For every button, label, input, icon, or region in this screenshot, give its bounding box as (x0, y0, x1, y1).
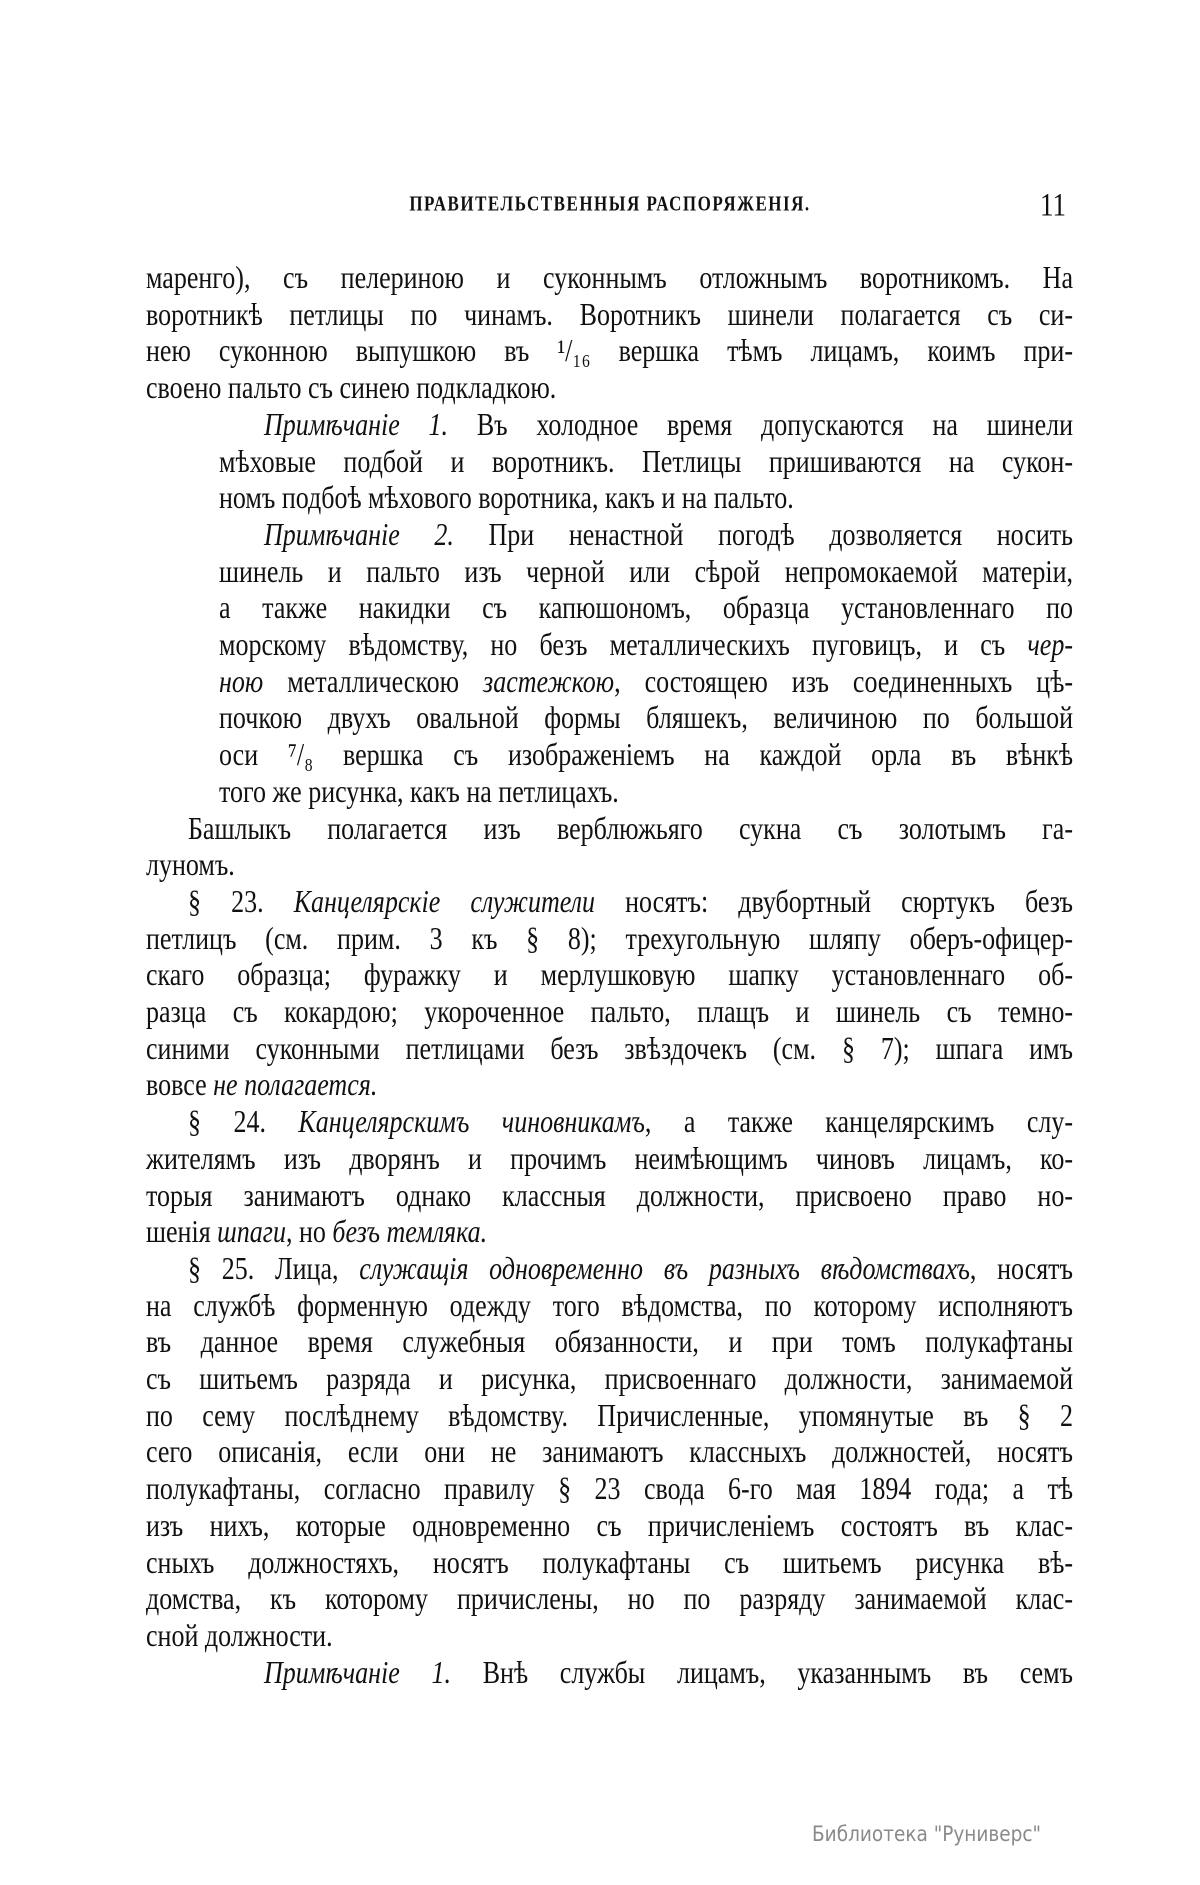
text-segment: мѣховые подбой и воротникъ. Петлицы пришиваются на сукон- (219, 443, 1073, 479)
italic-text: Примѣчаніе 1. (264, 1654, 451, 1690)
italic-text: Канцелярскимъ чиновникамъ (298, 1103, 645, 1140)
italic-text: Канцелярскіе служители (293, 883, 595, 919)
italic-text: ною (219, 663, 264, 699)
italic-text: чер- (1027, 626, 1073, 663)
text-segment: нею суконною выпушкою въ ¹/₁₆ вершка тѣмъ лицамъ, коимъ при- (146, 333, 1073, 369)
italic-text: безъ темляка. (332, 1213, 488, 1250)
italic-text: не полагается. (213, 1067, 378, 1103)
text-segment: шинель и пальто изъ черной или сѣрой непромокаемой матеріи, (219, 553, 1073, 589)
text-segment: Въ холодное время допускаются на шинели (448, 406, 1073, 442)
text-segment: носятъ: двубортный сюртукъ безъ (595, 883, 1074, 919)
text-segment: § 23. (188, 883, 294, 919)
text-segment: , а также канцелярскимъ слу- (644, 1103, 1074, 1140)
text-segment: оси ⁷/₈ вершка съ изображеніемъ на каждой орла въ вѣнкѣ (219, 736, 1073, 773)
text-segment: луномъ. (146, 846, 235, 883)
text-segment: Башлыкъ полагается изъ верблюжьяго сукна съ золотымъ га- (188, 810, 1073, 846)
note-line (264, 1651, 1073, 1695)
text-segment: , но (285, 1213, 333, 1250)
text-segment: того же рисунка, какъ на петлицахъ. (219, 773, 619, 809)
text-segment: разца съ кокардою; укороченное пальто, плащъ и шинель съ темно- (146, 993, 1073, 1030)
text-segment: металлическою (263, 663, 484, 699)
text-segment: сего описанія, если они не занимаютъ классныхъ должностей, носятъ (146, 1434, 1073, 1470)
text-segment: вовсе (146, 1067, 214, 1103)
text-segment: скаго образца; фуражку и мерлушковую шапку установленнаго об- (146, 956, 1073, 993)
text-segment: воротникѣ петлицы по чинамъ. Воротникъ шинели полагается съ си- (146, 296, 1073, 332)
text-segment: , состоящею изъ соединенныхъ цѣ- (614, 663, 1073, 699)
italic-text: Примѣчаніе 1. (264, 406, 449, 442)
text-segment: съ шитьемъ разряда и рисунка, присвоеннаго должности, занимаемой (146, 1360, 1073, 1397)
text-segment: , носятъ (969, 1250, 1073, 1286)
text-segment: изъ нихъ, которые одновременно съ причисленіемъ состоятъ въ клас- (146, 1507, 1073, 1543)
text-segment: по сему послѣднему вѣдомству. Причисленные, упомянутые въ § 2 (146, 1397, 1073, 1433)
text-segment: При ненастной погодѣ дозволяется носить (453, 516, 1074, 552)
text-segment: полукафтаны, согласно правилу § 23 свода 6-го мая 1894 года; а тѣ (146, 1470, 1073, 1507)
text-segment: шенія (146, 1213, 218, 1250)
italic-text: застежкою (483, 663, 615, 699)
text-segment: сной должности. (146, 1617, 333, 1653)
library-watermark: Библиотека "Руниверс" (812, 1822, 1042, 1846)
text-segment: почкою двухъ овальной формы бляшекъ, величиною по большой (219, 700, 1073, 736)
text-segment: въ данное время служебныя обязанности, и при томъ полукафтаны (146, 1323, 1073, 1360)
text-segment: § 24. (188, 1103, 299, 1140)
running-header: ПРАВИТЕЛЬСТВЕННЫЯ РАСПОРЯЖЕНІЯ. (409, 191, 811, 216)
page-number: 11 (1040, 186, 1066, 223)
italic-text: Примѣчаніе 2. (264, 516, 454, 552)
text-segment: на службѣ форменную одежду того вѣдомства, по которому исполняютъ (146, 1287, 1073, 1323)
text-segment: петлицъ (см. прим. 3 къ § 8); трехугольную шляпу оберъ-офицер- (146, 920, 1073, 956)
text-segment: морскому вѣдомству, но безъ металлическихъ пуговицъ, и съ (219, 626, 1028, 663)
text-segment: маренго), съ пелериною и суконнымъ отложнымъ воротникомъ. На (146, 259, 1073, 296)
text-segment: сныхъ должностяхъ, носятъ полукафтаны съ шитьемъ рисунка вѣ- (146, 1544, 1073, 1580)
text-segment: домства, къ которому причислены, но по разряду занимаемой клас- (146, 1580, 1073, 1617)
text-segment: жителямъ изъ дворянъ и прочимъ неимѣющимъ чиновъ лицамъ, ко- (146, 1140, 1073, 1176)
italic-text: шпаги (217, 1213, 286, 1250)
text-segment: § 25. Лица, (188, 1250, 360, 1286)
text-segment: Внѣ службы лицамъ, указаннымъ въ семъ (450, 1654, 1073, 1690)
text-segment: синими суконными петлицами безъ звѣздочекъ (см. § 7); шпага имъ (146, 1030, 1073, 1066)
italic-text: служащія одновременно въ разныхъ вѣдомствахъ (359, 1250, 970, 1286)
text-segment: а также накидки съ капюшономъ, образца установленнаго по (219, 589, 1073, 626)
text-segment: торыя занимаютъ однако классныя должности, присвоено право но- (146, 1177, 1073, 1213)
text-segment: своено пальто съ синею подкладкою. (146, 369, 557, 406)
text-segment: номъ подбоѣ мѣхового воротника, какъ и на пальто. (219, 479, 794, 516)
